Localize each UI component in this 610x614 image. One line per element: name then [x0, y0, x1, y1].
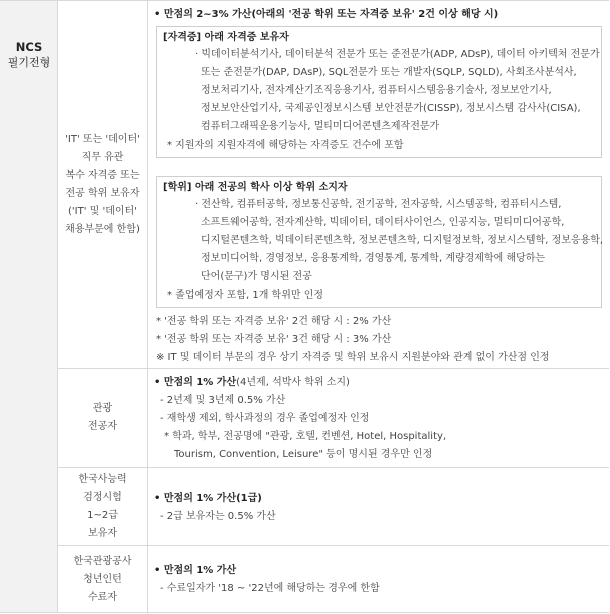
intern-header: • 만점의 1% 가산 [154, 565, 237, 576]
tourism-label [88, 400, 117, 436]
tourism-header [154, 374, 350, 391]
label-line: 한국사능력 [78, 473, 127, 485]
intern-label-cell [58, 546, 148, 614]
tourism-line: Tourism, Convention, Leisure" 등이 명시된 경우만 인정 [174, 449, 433, 460]
it-data-footer-line: ※ IT 및 데이터 부문의 경우 상기 자격증 및 학위 보유시 지원분야와 관계 없이 가산점 인정 [156, 352, 550, 363]
ncs-category-label [0, 39, 58, 71]
it-data-label-cell [58, 1, 148, 369]
tourism-line: - 2년제 및 3년제 0.5% 가산 [160, 395, 286, 406]
korean-history-line: - 2급 보유자는 0.5% 가산 [160, 511, 276, 522]
intern-label [74, 553, 132, 607]
ncs-title: NCS [15, 40, 43, 54]
label-line: 검정시험 [83, 491, 122, 503]
degree-line: 디지털콘텐츠학, 빅데이터콘텐츠학, 정보콘텐츠학, 디지털정보학, 정보시스템학, 정보응용학, [201, 235, 604, 246]
label-line: 보유자 [88, 527, 117, 539]
certificate-line: 정보처리기사, 전자계산기조직응용기사, 컴퓨터시스템응용기술사, 정보보안기사, [201, 85, 552, 96]
certificate-note: * 지원자의 지원자격에 해당하는 자격증도 건수에 포함 [167, 140, 404, 151]
it-data-footer-line: * '전공 학위 또는 자격증 보유' 2건 해당 시 : 2% 가산 [156, 316, 392, 327]
label-line: 전공자 [88, 421, 117, 432]
certificate-line: 정보보안산업기사, 국제공인정보시스템 보안전문가(CISSP), 정보시스템 감사사(CISA), [201, 103, 581, 114]
degree-line: 소프트웨어공학, 전자계산학, 빅데이터, 데이터사이언스, 인공지능, 멀티미디어공학, [201, 217, 565, 228]
it-data-content-cell [148, 1, 609, 369]
korean-history-label-cell [58, 468, 148, 546]
label-line: 한국관광공사 [73, 556, 132, 567]
it-data-label [65, 131, 140, 239]
certificate-line: · 빅데이터분석기사, 데이터분석 전문가 또는 준전문가(ADP, ADsP), 데이터 아키텍처 전문가 [195, 49, 600, 60]
degree-line: 단어(문구)가 명시된 전공 [201, 271, 312, 282]
korean-history-label [78, 471, 126, 543]
degree-note: * 졸업예정자 포함, 1개 학위만 인정 [167, 290, 324, 301]
certificate-box [156, 26, 602, 158]
ncs-category-cell [0, 1, 58, 612]
tourism-line: - 재학생 제외, 학사과정의 경우 졸업예정자 인정 [160, 413, 370, 424]
korean-history-header: • 만점의 1% 가산(1급) [154, 493, 262, 504]
label-line: ('IT' 및 '데이터' [68, 205, 137, 217]
label-line: 관광 [92, 403, 113, 414]
tourism-content-cell [148, 369, 609, 468]
certificate-line: 또는 준전문가(DAP, DAsP), SQL전문가 또는 개발자(SQLP, SQLD), 사회조사분석사, [201, 67, 577, 78]
label-line: 채용부문에 한함) [65, 223, 140, 235]
label-line: 'IT' 또는 '데이터' [65, 133, 140, 145]
label-line: 청년인턴 [83, 574, 122, 585]
intern-content-cell [148, 546, 609, 614]
certificate-title: [자격증] 아래 자격증 보유자 [163, 32, 289, 43]
tourism-line: * 학과, 학부, 전공명에 "관광, 호텔, 컨벤션, Hotel, Hospitality, [164, 431, 447, 442]
degree-title: [학위] 아래 전공의 학사 이상 학위 소지자 [163, 182, 348, 193]
degree-line: 정보미디어학, 경영정보, 응용통계학, 경영통계, 통계학, 계량경제학에 해당하는 [201, 253, 546, 264]
ncs-subtitle: 필기전형 [7, 56, 51, 69]
label-line: 1~2급 [87, 509, 118, 521]
tourism-header-main: • 만점의 1% 가산 [154, 377, 237, 388]
tourism-header-note: (4년제, 석박사 학위 소지) [236, 377, 350, 388]
it-data-footer-line: * '전공 학위 또는 자격증 보유' 3건 해당 시 : 3% 가산 [156, 334, 392, 345]
label-line: 복수 자격증 또는 [65, 169, 140, 181]
it-data-header: • 만점의 2~3% 가산(아래의 '전공 학위 또는 자격증 보유' 2건 이상 해당 시) [154, 9, 499, 20]
label-line: 수료자 [88, 592, 117, 603]
certificate-line: 컴퓨터그래픽운용기능사, 멀티미디어콘텐츠제작전문가 [201, 121, 440, 132]
label-line: 직무 유관 [81, 151, 124, 163]
korean-history-content-cell [148, 468, 609, 546]
degree-line: · 전산학, 컴퓨터공학, 정보통신공학, 전기공학, 전자공학, 시스템공학, 컴퓨터시스템, [195, 199, 562, 210]
tourism-label-cell [58, 369, 148, 468]
intern-line: - 수료일자가 '18 ~ '22년에 해당하는 경우에 한함 [160, 583, 380, 594]
degree-box [156, 176, 602, 308]
label-line: 전공 학위 보유자 [65, 187, 140, 199]
